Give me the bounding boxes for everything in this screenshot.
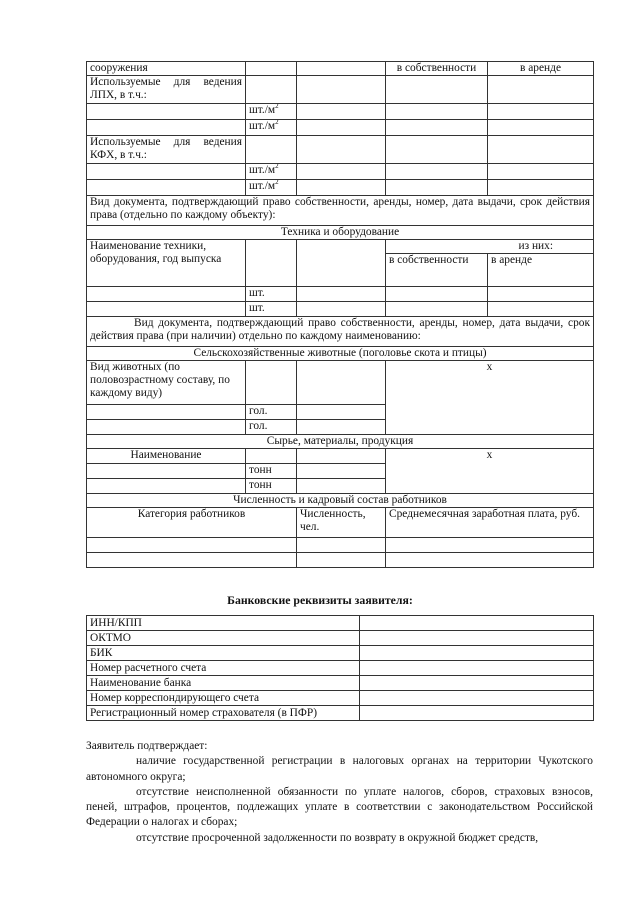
bank-row-label: Регистрационный номер страхователя (в ПФР) <box>87 706 360 721</box>
input-cell[interactable] <box>87 164 246 180</box>
input-cell[interactable] <box>297 62 386 76</box>
unit-tons: тонн <box>246 464 297 479</box>
input-cell[interactable] <box>87 538 297 553</box>
col-leased: в аренде <box>488 62 594 76</box>
unit-heads: гол. <box>246 405 297 420</box>
input-cell[interactable] <box>386 180 488 196</box>
input-cell[interactable] <box>488 287 594 302</box>
input-cell[interactable] <box>87 120 246 136</box>
bank-row-value[interactable] <box>360 631 594 646</box>
input-cell[interactable] <box>297 302 386 317</box>
bank-row-value[interactable] <box>360 646 594 661</box>
structures-label: сооружения <box>87 62 246 76</box>
input-cell[interactable] <box>297 449 386 464</box>
input-cell[interactable] <box>297 405 386 420</box>
confirm-item: отсутствие неисполненной обязанности по уплате налогов, сборов, страховых взносов, пеней, штрафов, процентов, подлежащих уплате в соответствии с законодательством Российской Федерации о налогах и сборах; <box>86 785 593 829</box>
input-cell[interactable] <box>297 136 386 164</box>
input-cell[interactable] <box>386 136 488 164</box>
staff-category: Категория работников <box>87 508 297 538</box>
input-cell[interactable] <box>488 120 594 136</box>
input-cell[interactable] <box>87 302 246 317</box>
equip-owned: в собственности <box>386 254 488 287</box>
input-cell[interactable] <box>297 180 386 196</box>
input-cell[interactable] <box>386 76 488 104</box>
input-cell[interactable] <box>297 361 386 405</box>
input-cell[interactable] <box>87 464 246 479</box>
unit-area: $шт./м^2$ <box>246 104 297 120</box>
unit-heads: гол. <box>246 420 297 435</box>
input-cell[interactable] <box>87 287 246 302</box>
staff-section-title: Численность и кадровый состав работников <box>87 494 594 508</box>
input-cell[interactable] <box>246 62 297 76</box>
unit-area: $шт./м^2$ <box>246 164 297 180</box>
equipment-doc-note: Вид документа, подтверждающий право собственности, аренды, номер, дата выдачи, срок действия права (при наличии) отдельно по каждому наименованию: <box>87 317 594 347</box>
equip-leased: в аренде <box>488 254 594 287</box>
input-cell[interactable] <box>386 164 488 180</box>
confirm-intro: Заявитель подтверждает: <box>86 740 208 752</box>
input-cell[interactable] <box>297 538 386 553</box>
input-cell[interactable] <box>297 479 386 494</box>
input-cell[interactable] <box>386 538 594 553</box>
input-cell[interactable] <box>246 449 297 464</box>
bank-row-label: Наименование банка <box>87 676 360 691</box>
input-cell[interactable] <box>246 361 297 405</box>
unit-area: $шт./м^2$ <box>246 180 297 196</box>
confirm-item: наличие государственной регистрации в налоговых органах на территории Чукотского автономного округа; <box>86 755 593 783</box>
input-cell[interactable] <box>246 76 297 104</box>
input-cell[interactable] <box>386 120 488 136</box>
input-cell[interactable] <box>386 302 488 317</box>
unit-pcs: шт. <box>246 302 297 317</box>
input-cell[interactable] <box>87 405 246 420</box>
input-cell[interactable] <box>87 420 246 435</box>
input-cell[interactable] <box>386 553 594 568</box>
unit-tons: тонн <box>246 479 297 494</box>
input-cell[interactable] <box>297 464 386 479</box>
bank-details-table <box>86 615 594 721</box>
bank-row-label: Номер корреспондирующего счета <box>87 691 360 706</box>
bank-row <box>87 631 594 646</box>
bank-row <box>87 661 594 676</box>
input-cell[interactable] <box>87 104 246 120</box>
col-owned: в собственности <box>386 62 488 76</box>
input-cell[interactable] <box>297 420 386 435</box>
bank-row-label: ИНН/КПП <box>87 616 360 631</box>
bank-row-value[interactable] <box>360 661 594 676</box>
input-cell[interactable] <box>246 240 297 287</box>
bank-row-value[interactable] <box>360 616 594 631</box>
materials-name-label: Наименование <box>87 449 246 464</box>
input-cell[interactable] <box>297 553 386 568</box>
bank-row <box>87 691 594 706</box>
doc-note-buildings: Вид документа, подтверждающий право собственности, аренды, номер, дата выдачи, срок действия права (отдельно по каждому объекту): <box>87 196 594 226</box>
equipment-name-label: Наименование техники, оборудования, год выпуска <box>87 240 246 287</box>
input-cell[interactable] <box>386 287 488 302</box>
input-cell[interactable] <box>297 120 386 136</box>
input-cell[interactable] <box>488 136 594 164</box>
of-which-label: из них: <box>386 240 594 254</box>
bank-row-label: ОКТМО <box>87 631 360 646</box>
staff-headcount: Численность, чел. <box>297 508 386 538</box>
materials-x-mark: х <box>386 449 594 494</box>
bank-row-value[interactable] <box>360 676 594 691</box>
bank-details-title: Банковские реквизиты заявителя: <box>227 593 413 607</box>
equipment-section-title: Техника и оборудование <box>87 226 594 240</box>
assets-form-table <box>86 61 594 568</box>
bank-row-label: БИК <box>87 646 360 661</box>
input-cell[interactable] <box>297 76 386 104</box>
input-cell[interactable] <box>488 302 594 317</box>
animals-x-mark: х <box>386 361 594 435</box>
bank-row <box>87 616 594 631</box>
input-cell[interactable] <box>246 136 297 164</box>
input-cell[interactable] <box>297 240 386 287</box>
input-cell[interactable] <box>87 479 246 494</box>
input-cell[interactable] <box>488 180 594 196</box>
confirm-item: отсутствие просроченной задолженности по возврату в окружной бюджет средств, <box>136 831 539 844</box>
input-cell[interactable] <box>87 553 297 568</box>
animals-section-title: Сельскохозяйственные животные (поголовье скота и птицы) <box>87 347 594 361</box>
input-cell[interactable] <box>297 104 386 120</box>
input-cell[interactable] <box>488 76 594 104</box>
input-cell[interactable] <box>297 164 386 180</box>
bank-row <box>87 676 594 691</box>
bank-row-value[interactable] <box>360 706 594 721</box>
unit-pcs: шт. <box>246 287 297 302</box>
animals-type-label: Вид животных (по половозрастному составу, по каждому виду) <box>87 361 246 405</box>
input-cell[interactable] <box>488 164 594 180</box>
input-cell[interactable] <box>87 180 246 196</box>
input-cell[interactable] <box>488 104 594 120</box>
bank-row <box>87 706 594 721</box>
input-cell[interactable] <box>386 104 488 120</box>
unit-area: $шт./м^2$ <box>246 120 297 136</box>
kfh-label: Используемые для ведения КФХ, в т.ч.: <box>87 136 246 164</box>
confirmation-text <box>86 739 593 846</box>
materials-section-title: Сырье, материалы, продукция <box>87 435 594 449</box>
bank-row-value[interactable] <box>360 691 594 706</box>
staff-avg-salary: Среднемесячная заработная плата, руб. <box>386 508 594 538</box>
lph-label: Используемые для ведения ЛПХ, в т.ч.: <box>87 76 246 104</box>
bank-row-label: Номер расчетного счета <box>87 661 360 676</box>
bank-row <box>87 646 594 661</box>
input-cell[interactable] <box>297 287 386 302</box>
